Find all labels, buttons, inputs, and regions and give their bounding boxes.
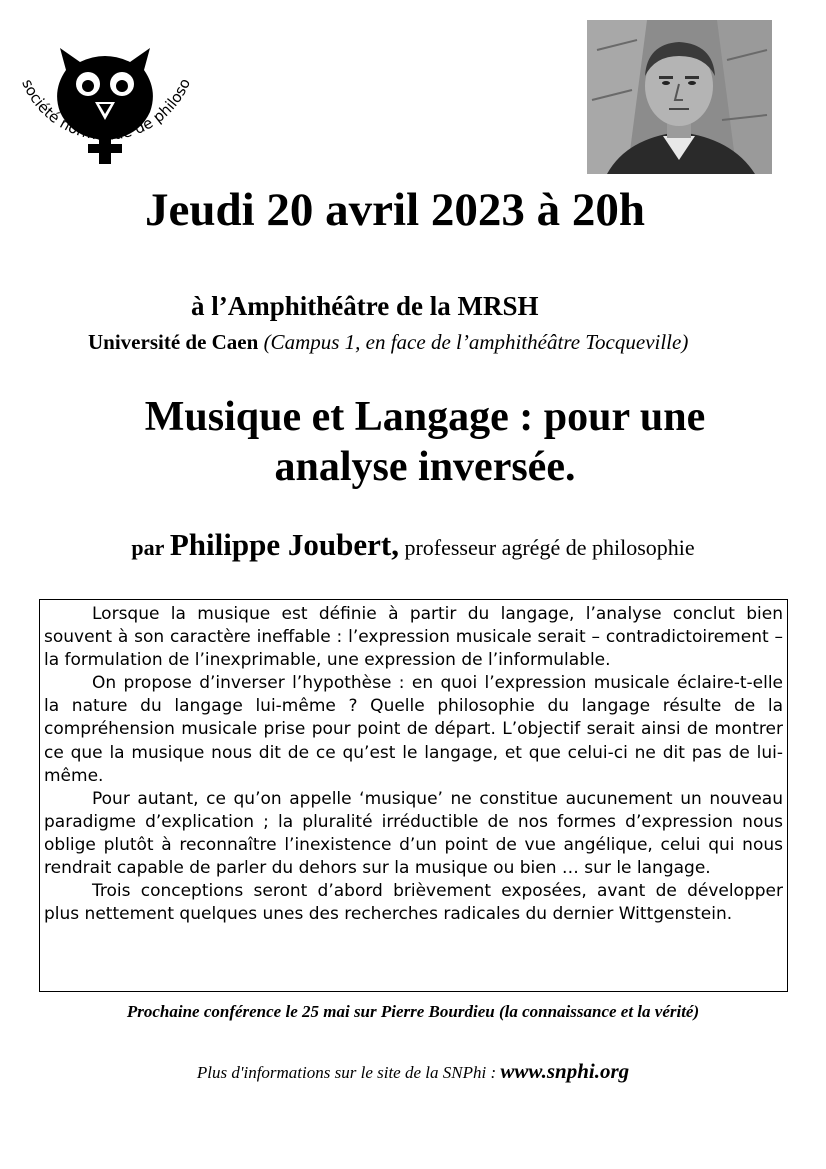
abstract-box [39,599,788,992]
event-date: Jeudi 20 avril 2023 à 20h [144,184,646,236]
abstract-paragraph: Trois conceptions seront d’abord brièvement exposées, avant de développer plus nettement quelques unes des recherches radicales du dernier Wittgenstein. [44,881,783,925]
abstract-paragraph: Pour autant, ce qu’on appelle ‘musique’ ne constitue aucunement un nouveau paradigme d’explication ; la pluralité irréductible de nos formes d’expression nous oblige plutôt à reconnaître l’inexistence d’un point de vue angélique, celui qui nous rendrait capable de parler du dehors sur la musique ou bien … sur le langage. [44,788,783,879]
more-info-label: Plus d'informations sur le site de la SNPhi : [196,1063,497,1082]
svg-text:société normande de philosophi: société normande de philoso [18,75,195,144]
talk-title-line-1: Musique et Langage : pour une [144,394,706,440]
next-conference: Prochaine conférence le 25 mai sur Pierre Bourdieu (la connaissance et la vérité) [126,1002,700,1021]
portrait-photo [587,20,772,174]
abstract-paragraph: Lorsque la musique est définie à partir du langage, l’analyse conclut bien souvent à son caractère ineffable : l’expression musicale serait – contradictoirement – la formulation de l’inexprimable, une expression de l’informulable. [44,604,783,671]
campus-details: (Campus 1, en face de l’amphithéâtre Tocqueville) [263,330,689,354]
event-location [88,327,688,357]
speaker-prefix: par [131,535,165,560]
portrait-photo-icon [587,20,772,174]
society-logo [8,40,208,200]
website-link[interactable]: www.snphi.org [500,1059,630,1083]
owl-female-symbol-icon [8,40,208,200]
talk-title-line-2: analyse inversée. [274,444,576,490]
speaker-name: Philippe Joubert, [169,527,399,562]
more-info [0,1055,826,1089]
abstract-paragraph: On propose d’inverser l’hypothèse : en quoi l’expression musicale éclaire-t-elle la nature du langage lui-même ? Quelle philosophie du langage résulte de la compréhension musicale prise pour point de départ. L’objectif serait ainsi de montrer ce que la musique nous dit de ce qu’est le langage, et que celui-ci ne dit pas de lui-même. [44,673,783,786]
speaker-role: professeur agrégé de philosophie [404,535,695,560]
event-venue: à l’Amphithéâtre de la MRSH [191,291,539,321]
speaker-line [0,525,826,568]
talk-title [60,392,790,492]
university-name: Université de Caen [88,330,259,354]
